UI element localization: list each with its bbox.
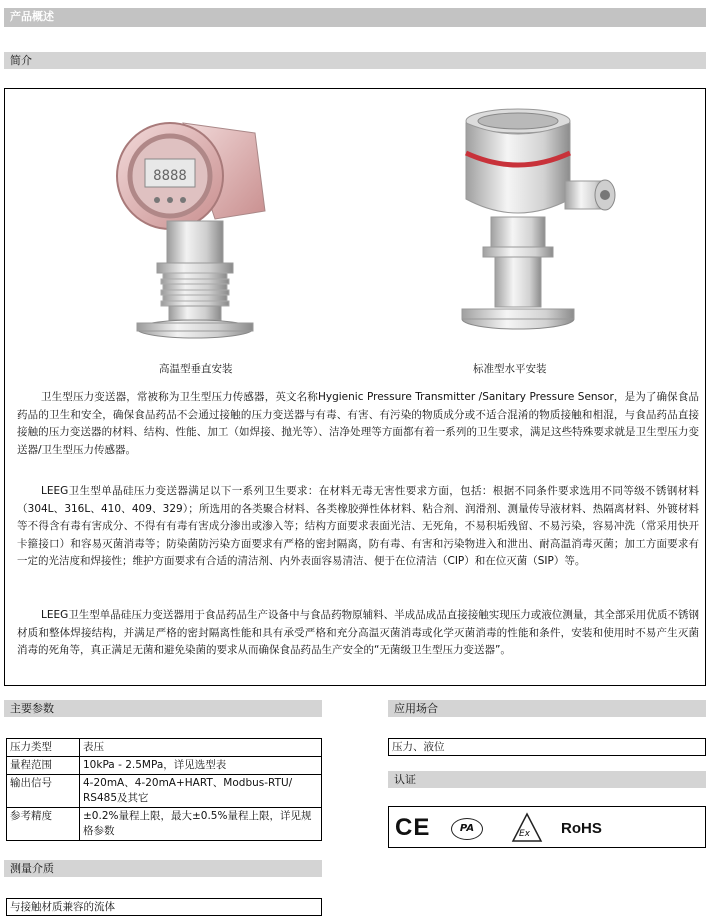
medium-section-title: 测量介质 xyxy=(10,862,54,875)
medium-box xyxy=(6,898,322,916)
ex-mark-icon: Ex xyxy=(511,812,543,844)
param-value: 表压 xyxy=(80,739,322,757)
params-table xyxy=(6,738,322,841)
vertical-transmitter-image xyxy=(105,101,285,353)
ce-mark-icon: CE xyxy=(395,814,431,841)
intro-section-title: 简介 xyxy=(10,54,32,67)
svg-text:8888: 8888 xyxy=(153,168,187,184)
intro-section-bar xyxy=(4,52,706,69)
param-key: 量程范围 xyxy=(7,757,80,775)
param-key: 压力类型 xyxy=(7,739,80,757)
params-section-bar xyxy=(4,700,322,717)
application-box xyxy=(388,738,706,756)
application-section-title: 应用场合 xyxy=(394,702,438,715)
param-value: 10kPa - 2.5MPa，详见选型表 xyxy=(80,757,322,775)
param-key: 参考精度 xyxy=(7,808,80,841)
rohs-mark-icon: RoHS xyxy=(561,820,602,837)
pa-mark-icon: PA xyxy=(451,818,483,840)
medium-value: 与接触材质兼容的流体 xyxy=(10,901,115,913)
intro-paragraph-2: LEEG卫生型单晶硅压力变送器满足以下一系列卫生要求：在材料无毒无害性要求方面，包括：根据不同条件要求选用不同等级不锈钢材料（304L、316L、410、409、329）；所选用的各类聚合材料、各类橡胶弹性体材料、粘合剂、润滑剂、测量传导液材料、热隔离材料、外镀材料等不得含有毒有害成分、不得有有毒有害成分渗出或渗入等；结构方面要求表面光洁、无死角，不易积垢残留、不易污染，容易冲洗（常采用快开卡箍接口）和容易灭菌消毒等；防染菌防污染方面要求有严格的密封隔离，防有毒、有害和污染物进入和泄出、耐高温消毒灭菌；加工方面要求有一定的光洁度和焊接性；维护方面要求有合适的清洁剂、内外表面容易清洁、便于在位清洁（CIP）和在位灭菌（SIP）等。 xyxy=(17,485,699,568)
application-section-bar xyxy=(388,700,706,717)
intro-paragraph-1: 卫生型压力变送器，常被称为卫生型压力传感器，英文名称Hygienic Pressure Transmitter /Sanitary Pressure Sensor，是为了确保食品药品的卫生和安全，确保食品药品不会通过接触的压力变送器与有毒、有害、有污染的物质成分或不适合混淆的物质接触和相混，与食品药品直接接触的压力变送器的材料、结构、性能、加工（如焊接、抛光等）、洁净处理等方面都有着一系列的卫生要求，满足这些特殊要求就是卫生型压力变送器/卫生型压力传感器。 xyxy=(17,391,699,456)
page-header-title: 产品概述 xyxy=(10,10,54,23)
horizontal-transmitter-image xyxy=(453,99,623,344)
image-left-caption: 高温型垂直安装 xyxy=(159,363,233,375)
application-value: 压力、液位 xyxy=(392,741,445,753)
page-header-bar xyxy=(4,8,706,27)
table-row xyxy=(7,775,322,808)
medium-section-bar xyxy=(4,860,322,877)
table-row xyxy=(7,757,322,775)
table-row xyxy=(7,739,322,757)
certification-section-bar xyxy=(388,771,706,788)
certification-box xyxy=(388,806,706,848)
table-row xyxy=(7,808,322,841)
intro-box xyxy=(4,88,706,686)
params-section-title: 主要参数 xyxy=(10,702,54,715)
param-value: ±0.2%量程上限，最大±0.5%量程上限，详见规格参数 xyxy=(80,808,322,841)
certification-section-title: 认证 xyxy=(394,773,416,786)
param-key: 输出信号 xyxy=(7,775,80,808)
intro-paragraph-3: LEEG卫生型单晶硅压力变送器用于食品药品生产设备中与食品药物原辅料、半成品成品直接接触实现压力或液位测量，其全部采用优质不锈钢材质和整体焊接结构，并满足严格的密封隔离性能和具有承受严格和充分高温灭菌消毒或化学灭菌消毒的性能和条件，安装和使用时不易产生灭菌消毒的死角等，真正满足无菌和避免染菌的要求从而确保食品药品生产安全的“无菌级卫生型压力变送器”。 xyxy=(17,609,699,657)
image-right-caption: 标准型水平安装 xyxy=(473,363,547,375)
param-value: 4-20mA、4-20mA+HART、Modbus-RTU/ RS485及其它 xyxy=(80,775,322,808)
